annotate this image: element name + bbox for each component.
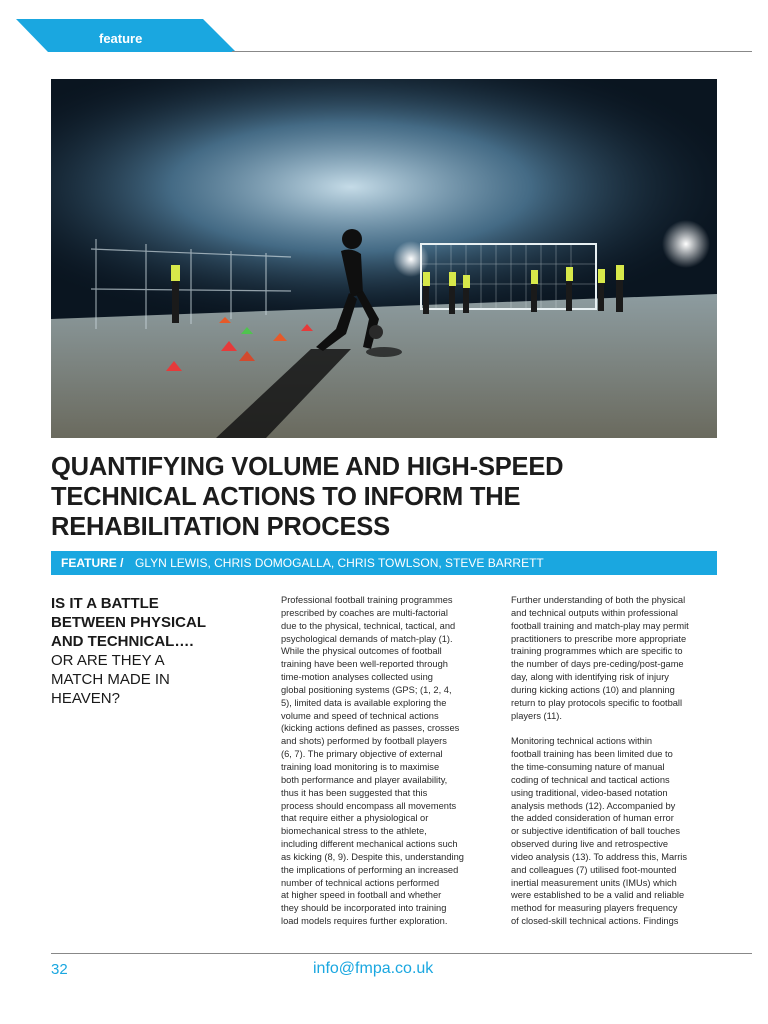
body-line: method for measuring players frequency	[511, 903, 678, 914]
standfirst-line: AND TECHNICAL….	[51, 633, 194, 650]
body-line: at higher speed in football and whether	[281, 890, 442, 901]
title-line: REHABILITATION PROCESS	[51, 513, 390, 541]
body-line: including different mechanical actions such	[281, 839, 458, 850]
body-line: the added consideration of human error	[511, 813, 674, 824]
body-line: training load monitoring is to maximise	[281, 761, 440, 772]
body-line: or subjective identification of ball touches	[511, 826, 680, 837]
body-line: While the physical outcomes of football	[281, 646, 442, 657]
body-line: (kicking actions defined as passes, crosses	[281, 723, 460, 734]
title-line: TECHNICAL ACTIONS TO INFORM THE	[51, 483, 521, 511]
byline-bar	[51, 551, 717, 575]
header-rule	[232, 51, 752, 52]
body-line: of closed-skill technical actions. Findings	[511, 916, 679, 927]
body-line: during kicking actions (10) and planning	[511, 684, 675, 695]
body-line: global positioning systems (GPS; (1, 2, 4,	[281, 684, 452, 695]
body-line: that require either a physiological or	[281, 813, 429, 824]
body-line: due to the physical, technical, tactical, and	[281, 620, 456, 631]
body-line: football training has been limited due to	[511, 749, 673, 760]
body-line: psychological demands of match-play (1).	[281, 633, 453, 644]
body-line: and shots) performed by football players	[281, 736, 447, 747]
body-line: and colleagues (7) utilised foot-mounted	[511, 864, 677, 875]
body-line: process should encompass all movements	[281, 800, 457, 811]
body-line: using traditional, video-based notation	[511, 787, 668, 798]
body-line: return to play protocols specific to football	[511, 697, 683, 708]
body-line: football training and match-play may permit	[511, 620, 689, 631]
body-line: and technical outputs within professional	[511, 607, 678, 618]
standfirst-line: IS IT A BATTLE	[51, 595, 159, 612]
body-line: the implications of performing an increased	[281, 864, 459, 875]
body-line: players (11).	[511, 710, 562, 721]
body-line: number of technical actions performed	[281, 877, 440, 888]
contact-email-link[interactable]: info@fmpa.co.uk	[313, 960, 434, 977]
paragraph-gap	[511, 722, 731, 735]
body-line: observed during live and retrospective	[511, 839, 669, 850]
byline-label: FEATURE /	[61, 556, 124, 570]
body-line: the time-consuming nature of manual	[511, 761, 665, 772]
footer-rule	[51, 953, 752, 954]
body-line: as kicking (8, 9). Despite this, understanding	[281, 851, 464, 862]
body-column-3	[511, 594, 731, 928]
standfirst	[51, 594, 251, 708]
article-title	[51, 452, 731, 542]
body-line: the number of days pre-ceding/post-game	[511, 659, 684, 670]
body-line: (6, 7). The primary objective of external	[281, 749, 443, 760]
body-line: training have been well-reported through	[281, 659, 448, 670]
body-line: time-motion analyses collected using	[281, 672, 433, 683]
hero-photo	[51, 79, 717, 438]
section-tab	[0, 19, 240, 52]
body-line: analysis methods (12). Accompanied by	[511, 800, 676, 811]
body-line: Professional football training programmes	[281, 595, 453, 605]
body-line: 5), limited data is available exploring the	[281, 697, 447, 708]
body-line: volume and speed of technical actions	[281, 710, 439, 721]
page-number: 32	[51, 961, 68, 978]
body-line: day, along with identifying risk of injury	[511, 672, 669, 683]
body-line: coding of technical and tactical actions	[511, 774, 670, 785]
body-line: training programmes which are specific to	[511, 646, 683, 657]
byline-authors: GLYN LEWIS, CHRIS DOMOGALLA, CHRIS TOWLSON, STEVE BARRETT	[135, 556, 544, 570]
body-line: Further understanding of both the physical	[511, 595, 686, 605]
body-line: thus it has been suggested that this	[281, 787, 428, 798]
body-line: video analysis (13). To address this, Marris	[511, 851, 688, 862]
standfirst-line: MATCH MADE IN	[51, 671, 170, 688]
body-line: they should be incorporated into training	[281, 903, 447, 914]
body-line: were established to be a valid and reliable	[511, 890, 685, 901]
body-line: load models requires further exploration.	[281, 916, 448, 927]
standfirst-line: OR ARE THEY A	[51, 652, 165, 669]
standfirst-line: BETWEEN PHYSICAL	[51, 614, 207, 631]
body-line: both performance and player availability,	[281, 774, 448, 785]
body-line: Monitoring technical actions within	[511, 736, 653, 747]
body-line: inertial measurement units (IMUs) which	[511, 877, 677, 888]
body-line: practitioners to prescribe more appropriate	[511, 633, 687, 644]
standfirst-line: HEAVEN?	[51, 690, 120, 707]
body-column-2	[281, 594, 501, 928]
body-line: biomechanical stress to the athlete,	[281, 826, 427, 837]
title-line: QUANTIFYING VOLUME AND HIGH-SPEED	[51, 453, 564, 481]
section-tab-label: feature	[99, 31, 143, 46]
body-line: prescribed by coaches are multi-factorial	[281, 607, 448, 618]
